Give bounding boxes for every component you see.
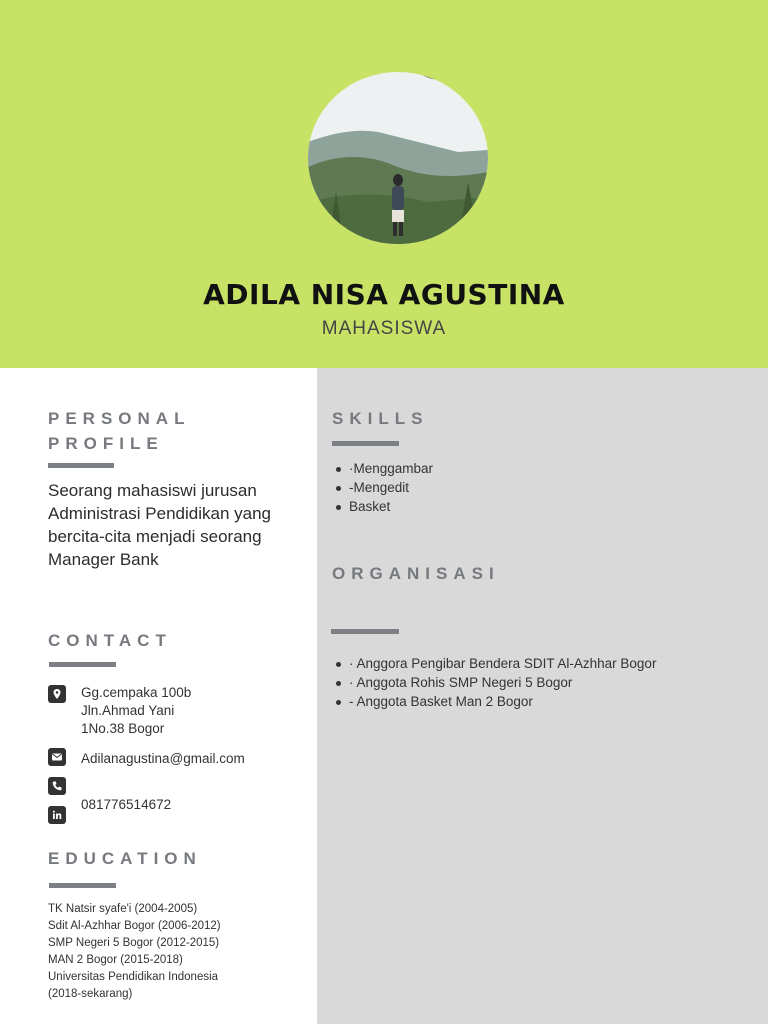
skill-item: ·Menggambar (335, 459, 433, 478)
organisasi-divider (331, 629, 399, 634)
skills-heading: SKILLS (332, 409, 429, 428)
education-item: MAN 2 Bogor (2015-2018) (48, 954, 183, 966)
linkedin-icon[interactable] (48, 806, 66, 824)
profile-divider (48, 463, 114, 468)
profile-heading: PERSONAL PROFILE (48, 409, 191, 453)
education-item: SMP Negeri 5 Bogor (2012-2015) (48, 937, 220, 949)
organisasi-item: - Anggota Basket Man 2 Bogor (335, 692, 656, 711)
profile-text: Seorang mahasiswi jurusan Administrasi Pendidikan yang bercita-cita menjadi seorang Manager Bank (48, 481, 272, 569)
organisasi-list (335, 654, 656, 711)
skill-item: -Mengedit (335, 478, 433, 497)
profile-photo (308, 72, 488, 244)
education-item: TK Natsir syafe'i (2004-2005) (48, 903, 198, 915)
education-item: Sdit Al-Azhhar Bogor (2006-2012) (48, 920, 221, 932)
person-name: ADILA NISA AGUSTINA (203, 278, 565, 311)
organisasi-heading: ORGANISASI (332, 564, 500, 583)
skill-item: Basket (335, 497, 433, 516)
person-role: MAHASISWA (321, 318, 447, 339)
phone-number[interactable]: 081776514672 (81, 797, 172, 812)
education-heading: EDUCATION (48, 849, 202, 868)
skills-list (335, 459, 433, 516)
contact-heading: CONTACT (48, 631, 172, 650)
education-list (48, 901, 298, 1003)
location-icon (48, 685, 66, 703)
address-text: Gg.cempaka 100b Jln.Ahmad Yani 1No.38 Bogor (81, 685, 192, 736)
phone-icon (48, 777, 66, 795)
education-item: (2018-sekarang) (48, 988, 133, 1000)
skills-divider (332, 441, 399, 446)
email-link[interactable]: Adilanagustina@gmail.com (81, 751, 245, 766)
header-banner (0, 0, 768, 368)
education-divider (49, 883, 116, 888)
organisasi-item: · Anggota Rohis SMP Negeri 5 Bogor (335, 673, 656, 692)
contact-divider (49, 662, 116, 667)
education-item: Universitas Pendidikan Indonesia (48, 971, 219, 983)
organisasi-item: · Anggora Pengibar Bendera SDIT Al-Azhhar Bogor (335, 654, 656, 673)
email-icon (48, 748, 66, 766)
